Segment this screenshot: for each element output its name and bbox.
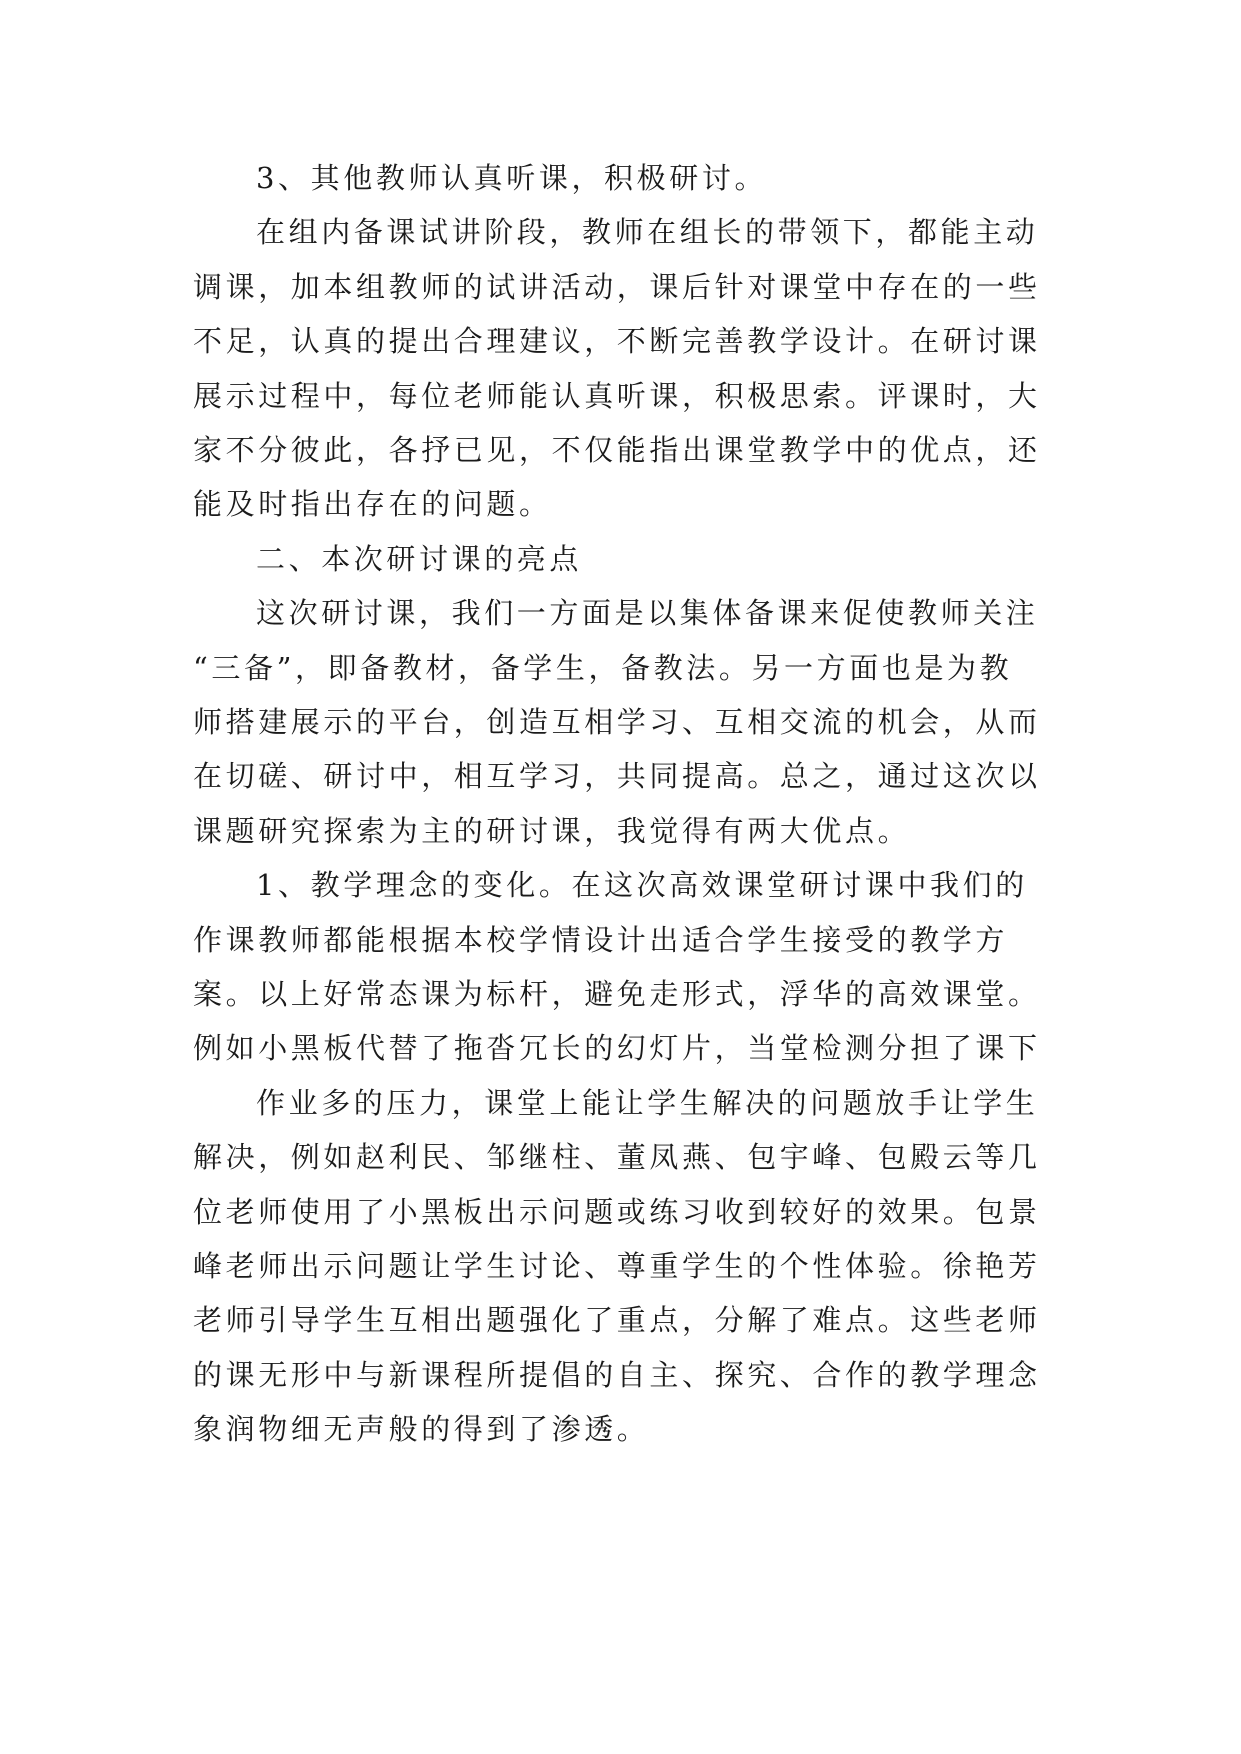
text-line: 课题研究探索为主的研讨课，我觉得有两大优点。 <box>193 813 911 848</box>
text-line: 不足，认真的提出合理建议，不断完善教学设计。在研讨课 <box>193 324 1041 359</box>
text-line: 作课教师都能根据本校学情设计出适合学生接受的教学方 <box>193 922 1009 957</box>
text-line: 峰老师出示问题让学生讨论、尊重学生的个性体验。徐艳芳 <box>193 1249 1041 1283</box>
text-line: 二、本次研讨课的亮点 <box>256 541 583 576</box>
text-line: 作业多的压力，课堂上能让学生解决的问题放手让学生 <box>256 1085 1039 1120</box>
text-line: 家不分彼此，各抒已见，不仅能指出课堂教学中的优点，还 <box>193 433 1041 467</box>
text-line: 能及时指出存在的问题。 <box>193 487 552 522</box>
text-line: 这次研讨课，我们一方面是以集体备课来促使教师关注 <box>256 596 1039 631</box>
text-line: 调课，加本组教师的试讲活动，课后针对课堂中存在的一些 <box>193 269 1041 304</box>
text-line: 的课无形中与新课程所提倡的自主、探究、合作的教学理念 <box>193 1357 1041 1392</box>
text-line: 师搭建展示的平台，创造互相学习、互相交流的机会，从而 <box>193 705 1041 739</box>
text-line: 在切磋、研讨中，相互学习，共同提高。总之，通过这次以 <box>193 759 1041 794</box>
text-line: 在组内备课试讲阶段，教师在组长的带领下，都能主动 <box>256 215 1039 250</box>
text-line: “三备”，即备教材，备学生，备教法。另一方面也是为教 <box>193 650 1013 685</box>
text-line: 象润物细无声般的得到了渗透。 <box>193 1412 650 1447</box>
text-line: 展示过程中，每位老师能认真听课，积极思索。评课时，大 <box>193 378 1041 413</box>
text-line: 老师引导学生互相出题强化了重点，分解了难点。这些老师 <box>193 1303 1041 1338</box>
text-line: 1、教学理念的变化。在这次高效课堂研讨课中我们的 <box>256 868 1028 903</box>
text-line: 解决，例如赵利民、邹继柱、董凤燕、包宇峰、包殿云等几 <box>193 1140 1041 1175</box>
text-line: 案。以上好常态课为标杆，避免走形式，浮华的高效课堂。 <box>193 977 1041 1011</box>
text-line: 位老师使用了小黑板出示问题或练习收到较好的效果。包景 <box>193 1194 1041 1229</box>
text-line: 例如小黑板代替了拖沓冗长的幻灯片，当堂检测分担了课下 <box>193 1031 1041 1066</box>
text-line: 3、其他教师认真听课，积极研讨。 <box>256 161 768 195</box>
